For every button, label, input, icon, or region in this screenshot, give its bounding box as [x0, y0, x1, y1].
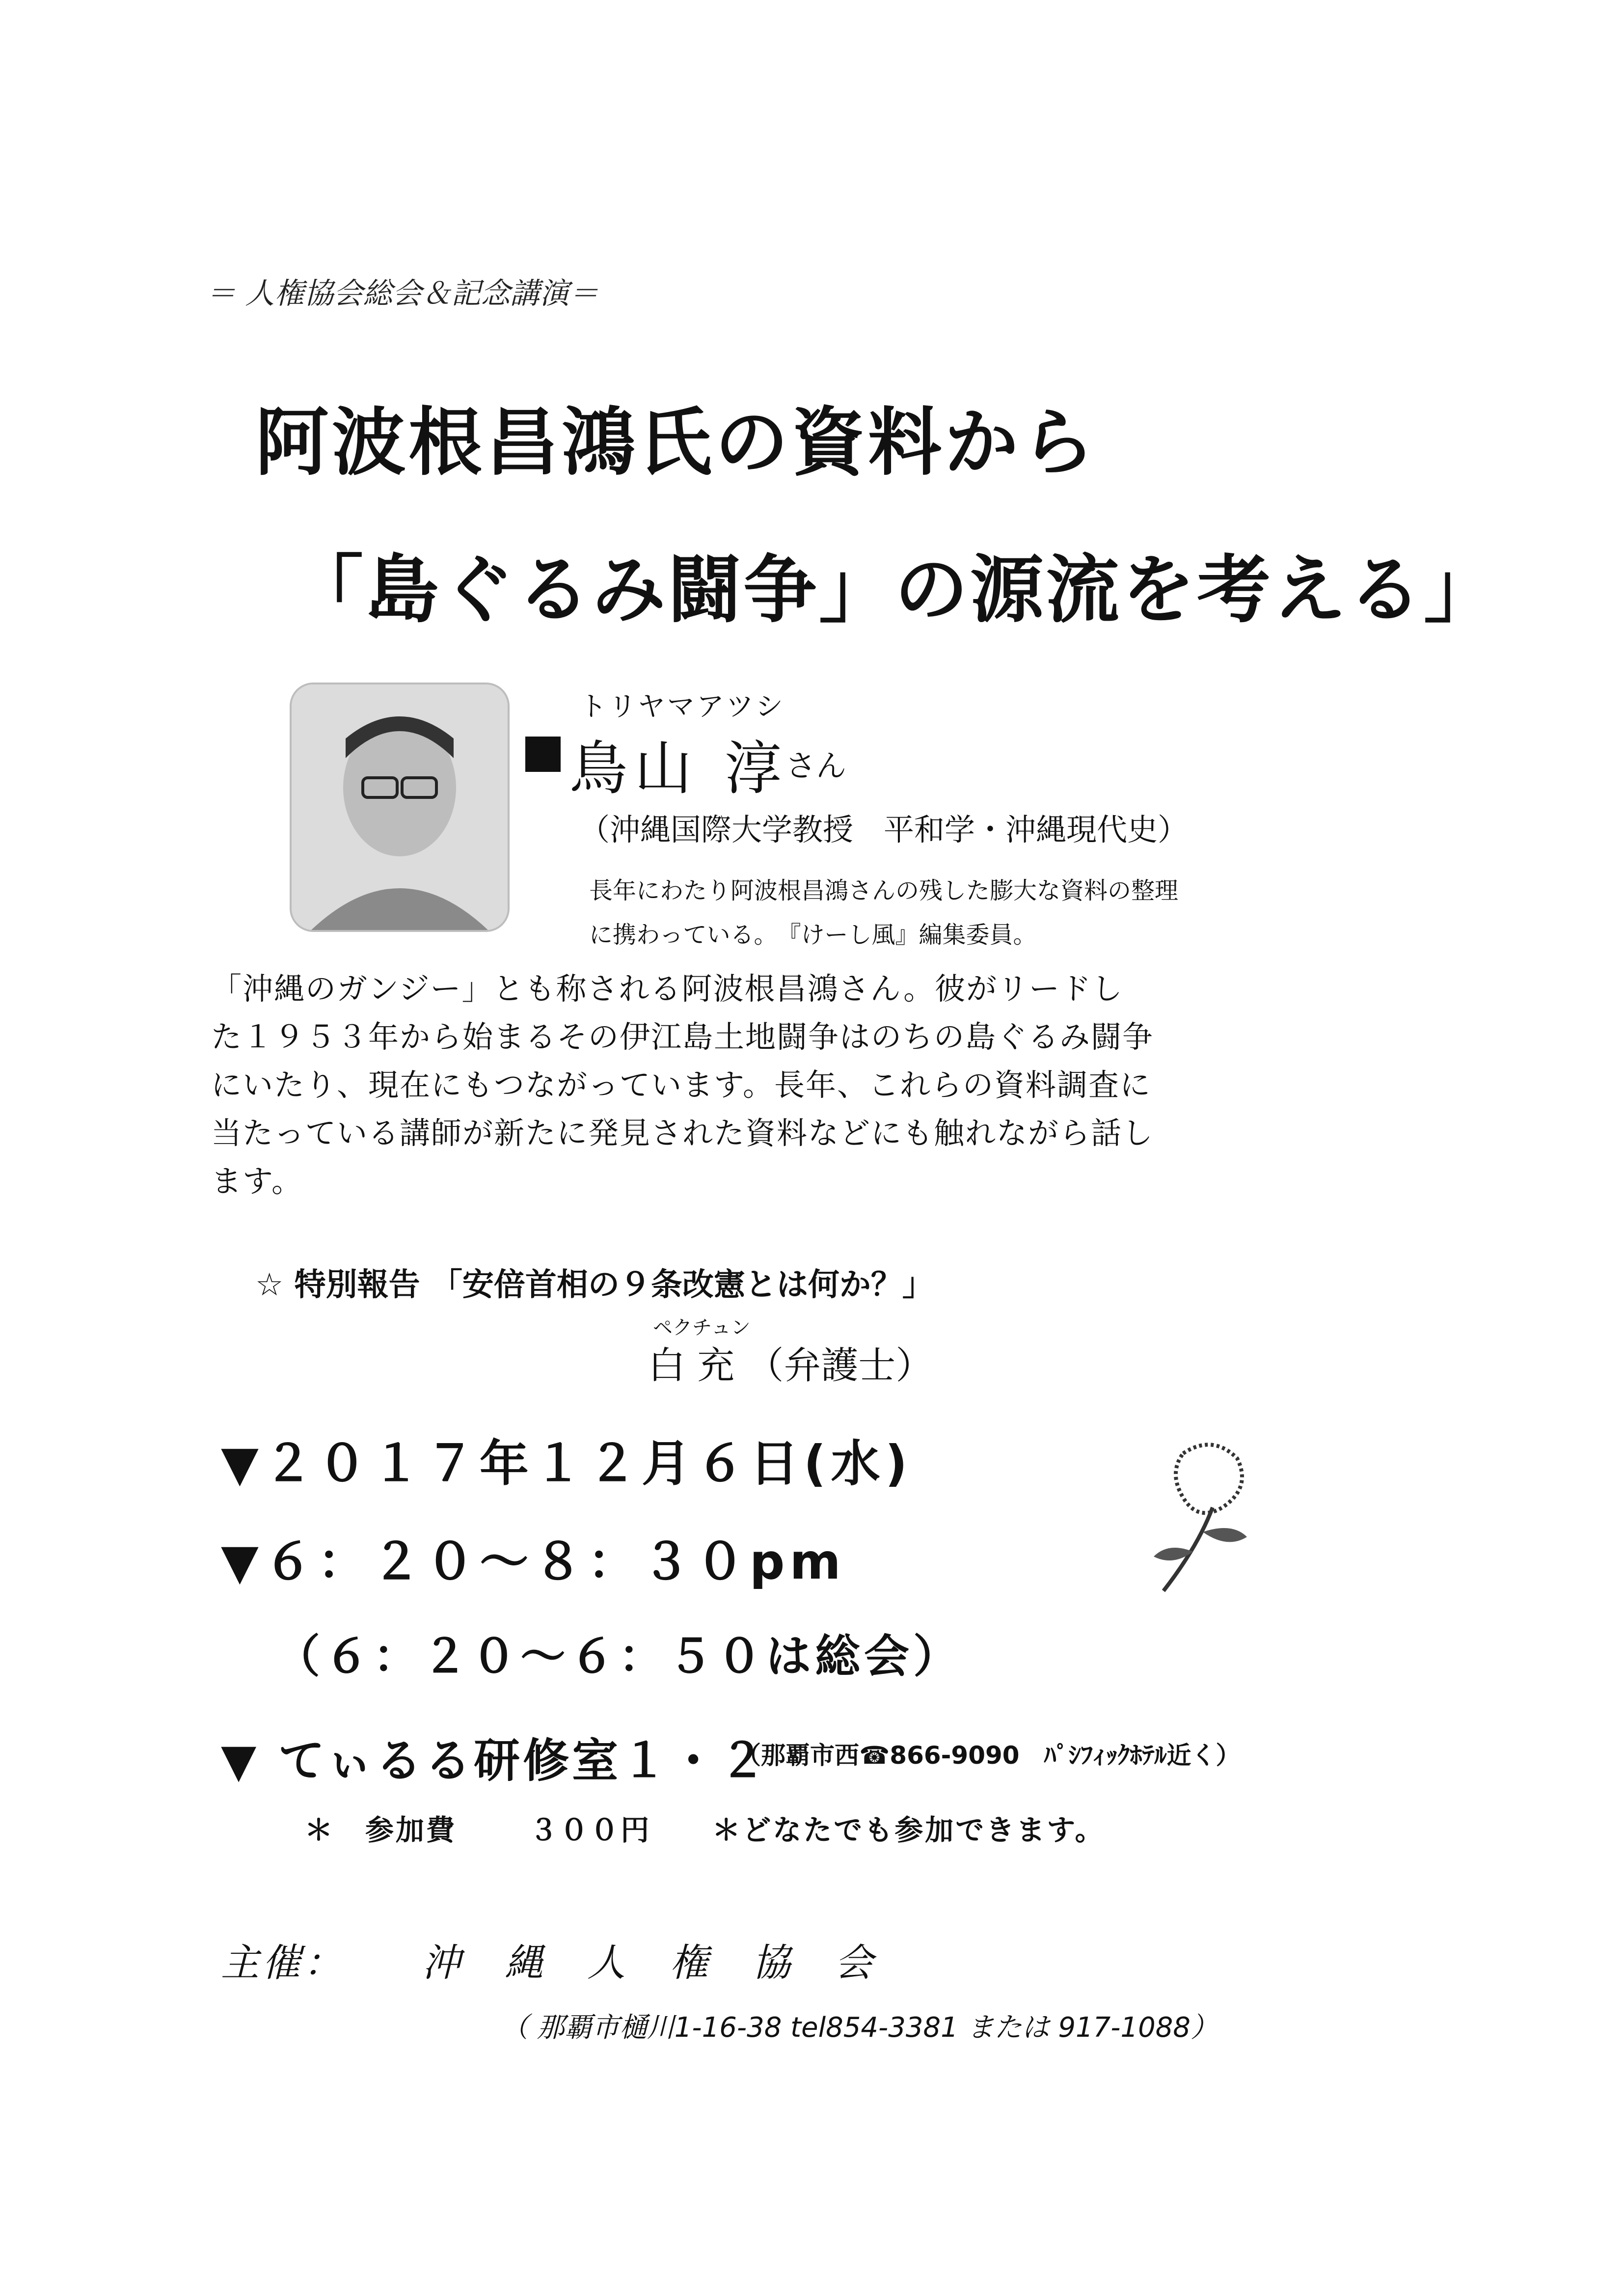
- speaker-affiliation: （沖縄国際大学教授 平和学・沖縄現代史）: [579, 812, 1189, 847]
- organizer-label: 主催：: [221, 1941, 345, 1985]
- portrait-icon: [292, 684, 508, 930]
- speaker-bio-line-2: に携わっている。 『けーし風』編集委員。: [589, 921, 1037, 949]
- event-date: ▼２０１７年１２月６日(水): [221, 1435, 913, 1492]
- square-bullet-icon: [525, 737, 561, 772]
- title-line-1: 阿波根昌鴻氏の資料から: [255, 400, 1098, 486]
- organizer-contact: （ 那覇市樋川1-16-38 tel854-3381 または 917-1088）: [501, 2012, 1218, 2044]
- event-subtitle: ＝ 人権協会総会＆記念講演＝: [206, 276, 599, 311]
- speaker-honorific: さん: [785, 748, 847, 784]
- speaker-name-ruby: トリヤマアツシ: [579, 691, 785, 723]
- event-time: ▼６：２０〜８：３０pm: [221, 1533, 846, 1590]
- title-line-2: 「島ぐるみ闘争」の源流を考える」: [290, 547, 1500, 633]
- speaker-photo: [290, 683, 510, 932]
- speaker-bio-line-1: 長年にわたり阿波根昌鴻さんの残した膨大な資料の整理: [589, 877, 1179, 904]
- participation-fee: ＊ 参加費 ３００円 ＊どなたでも参加できます。: [304, 1813, 1106, 1847]
- flower-illustration-icon: [1139, 1434, 1267, 1596]
- special-report-title: ☆ 特別報告 「安倍首相の９条改憲とは何か？」: [255, 1267, 934, 1303]
- general-meeting-time: （６：２０〜６：５０は総会）: [275, 1630, 963, 1683]
- report-speaker-ruby: ペクチュン: [653, 1316, 751, 1339]
- event-venue: ▼ てぃるる研修室１・２: [221, 1734, 769, 1788]
- venue-address: （那覇市西☎866-9090 ﾊﾟｼﾌｨｯｸﾎﾃﾙ近く）: [736, 1741, 1241, 1770]
- lecture-description: 「沖縄のガンジー」とも称される阿波根昌鴻さん。彼がリードした１９５３年から始まるその伊江島土地闘争はのちの島ぐるみ闘争にいたり、現在にもつながっています。長年、これらの資料調査に当たっている講師が新たに発見された資料などにも触れながら話します。: [211, 971, 1154, 1199]
- speaker-name: 鳥山 淳: [569, 735, 789, 802]
- organizer-name: 沖縄人権協会: [422, 1941, 918, 1985]
- report-speaker: 白 充 （弁護士）: [648, 1343, 933, 1387]
